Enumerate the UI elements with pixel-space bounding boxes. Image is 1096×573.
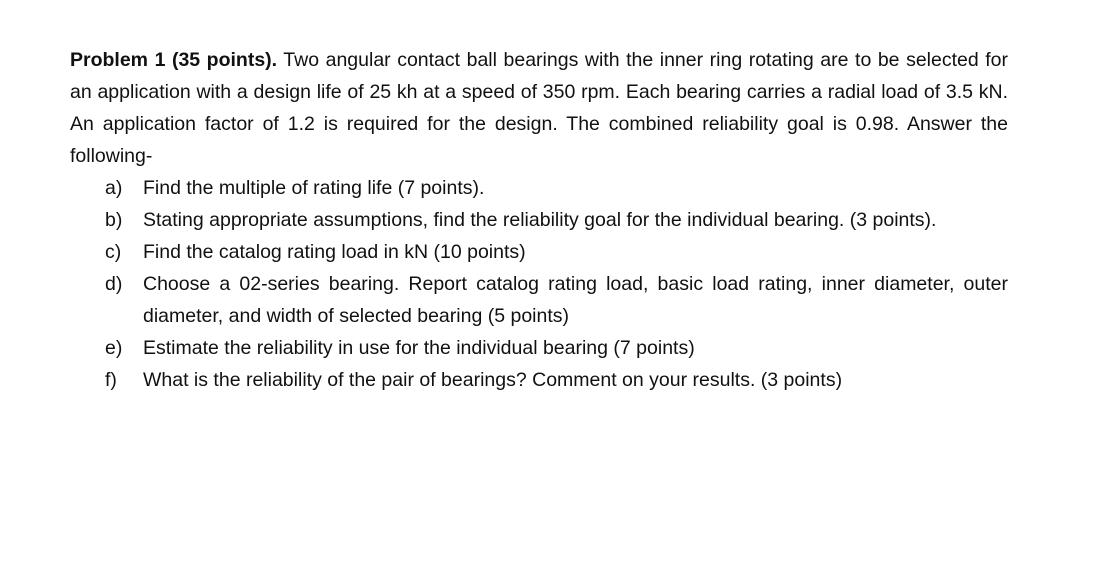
question-f xyxy=(70,364,1008,396)
question-label: b) xyxy=(105,209,123,231)
question-label: c) xyxy=(105,241,122,263)
question-a xyxy=(70,172,1008,204)
question-d xyxy=(70,268,1008,332)
question-label: f) xyxy=(105,369,117,391)
problem-statement-text: Two angular contact ball bearings with the inner ring rotating are to be selected for an application with a design life of 25 kh at a speed of 350 rpm. Each bearing carries a radial load of 3.5 kN. An application factor of 1.2 is required for the design. The combined reliability goal is 0.98. Answer the following- xyxy=(70,49,1008,167)
question-list xyxy=(70,172,1008,396)
question-label: e) xyxy=(105,337,123,359)
problem-heading: Problem 1 (35 points). xyxy=(70,49,278,71)
question-text: What is the reliability of the pair of bearings? Comment on your results. (3 points) xyxy=(143,369,843,391)
question-text: Stating appropriate assumptions, find the reliability goal for the individual bearing. (3 points). xyxy=(143,209,937,231)
problem-document xyxy=(70,44,1008,396)
problem-statement xyxy=(70,44,1008,172)
question-text: Find the catalog rating load in kN (10 points) xyxy=(143,241,526,263)
question-text: Choose a 02-series bearing. Report catalog rating load, basic load rating, inner diameter, outer diameter, and width of selected bearing (5 points) xyxy=(143,273,1008,327)
question-text: Find the multiple of rating life (7 points). xyxy=(143,177,485,199)
question-label: a) xyxy=(105,177,123,199)
question-e xyxy=(70,332,1008,364)
question-c xyxy=(70,236,1008,268)
question-b xyxy=(70,204,1008,236)
question-label: d) xyxy=(105,273,123,295)
question-text: Estimate the reliability in use for the individual bearing (7 points) xyxy=(143,337,695,359)
